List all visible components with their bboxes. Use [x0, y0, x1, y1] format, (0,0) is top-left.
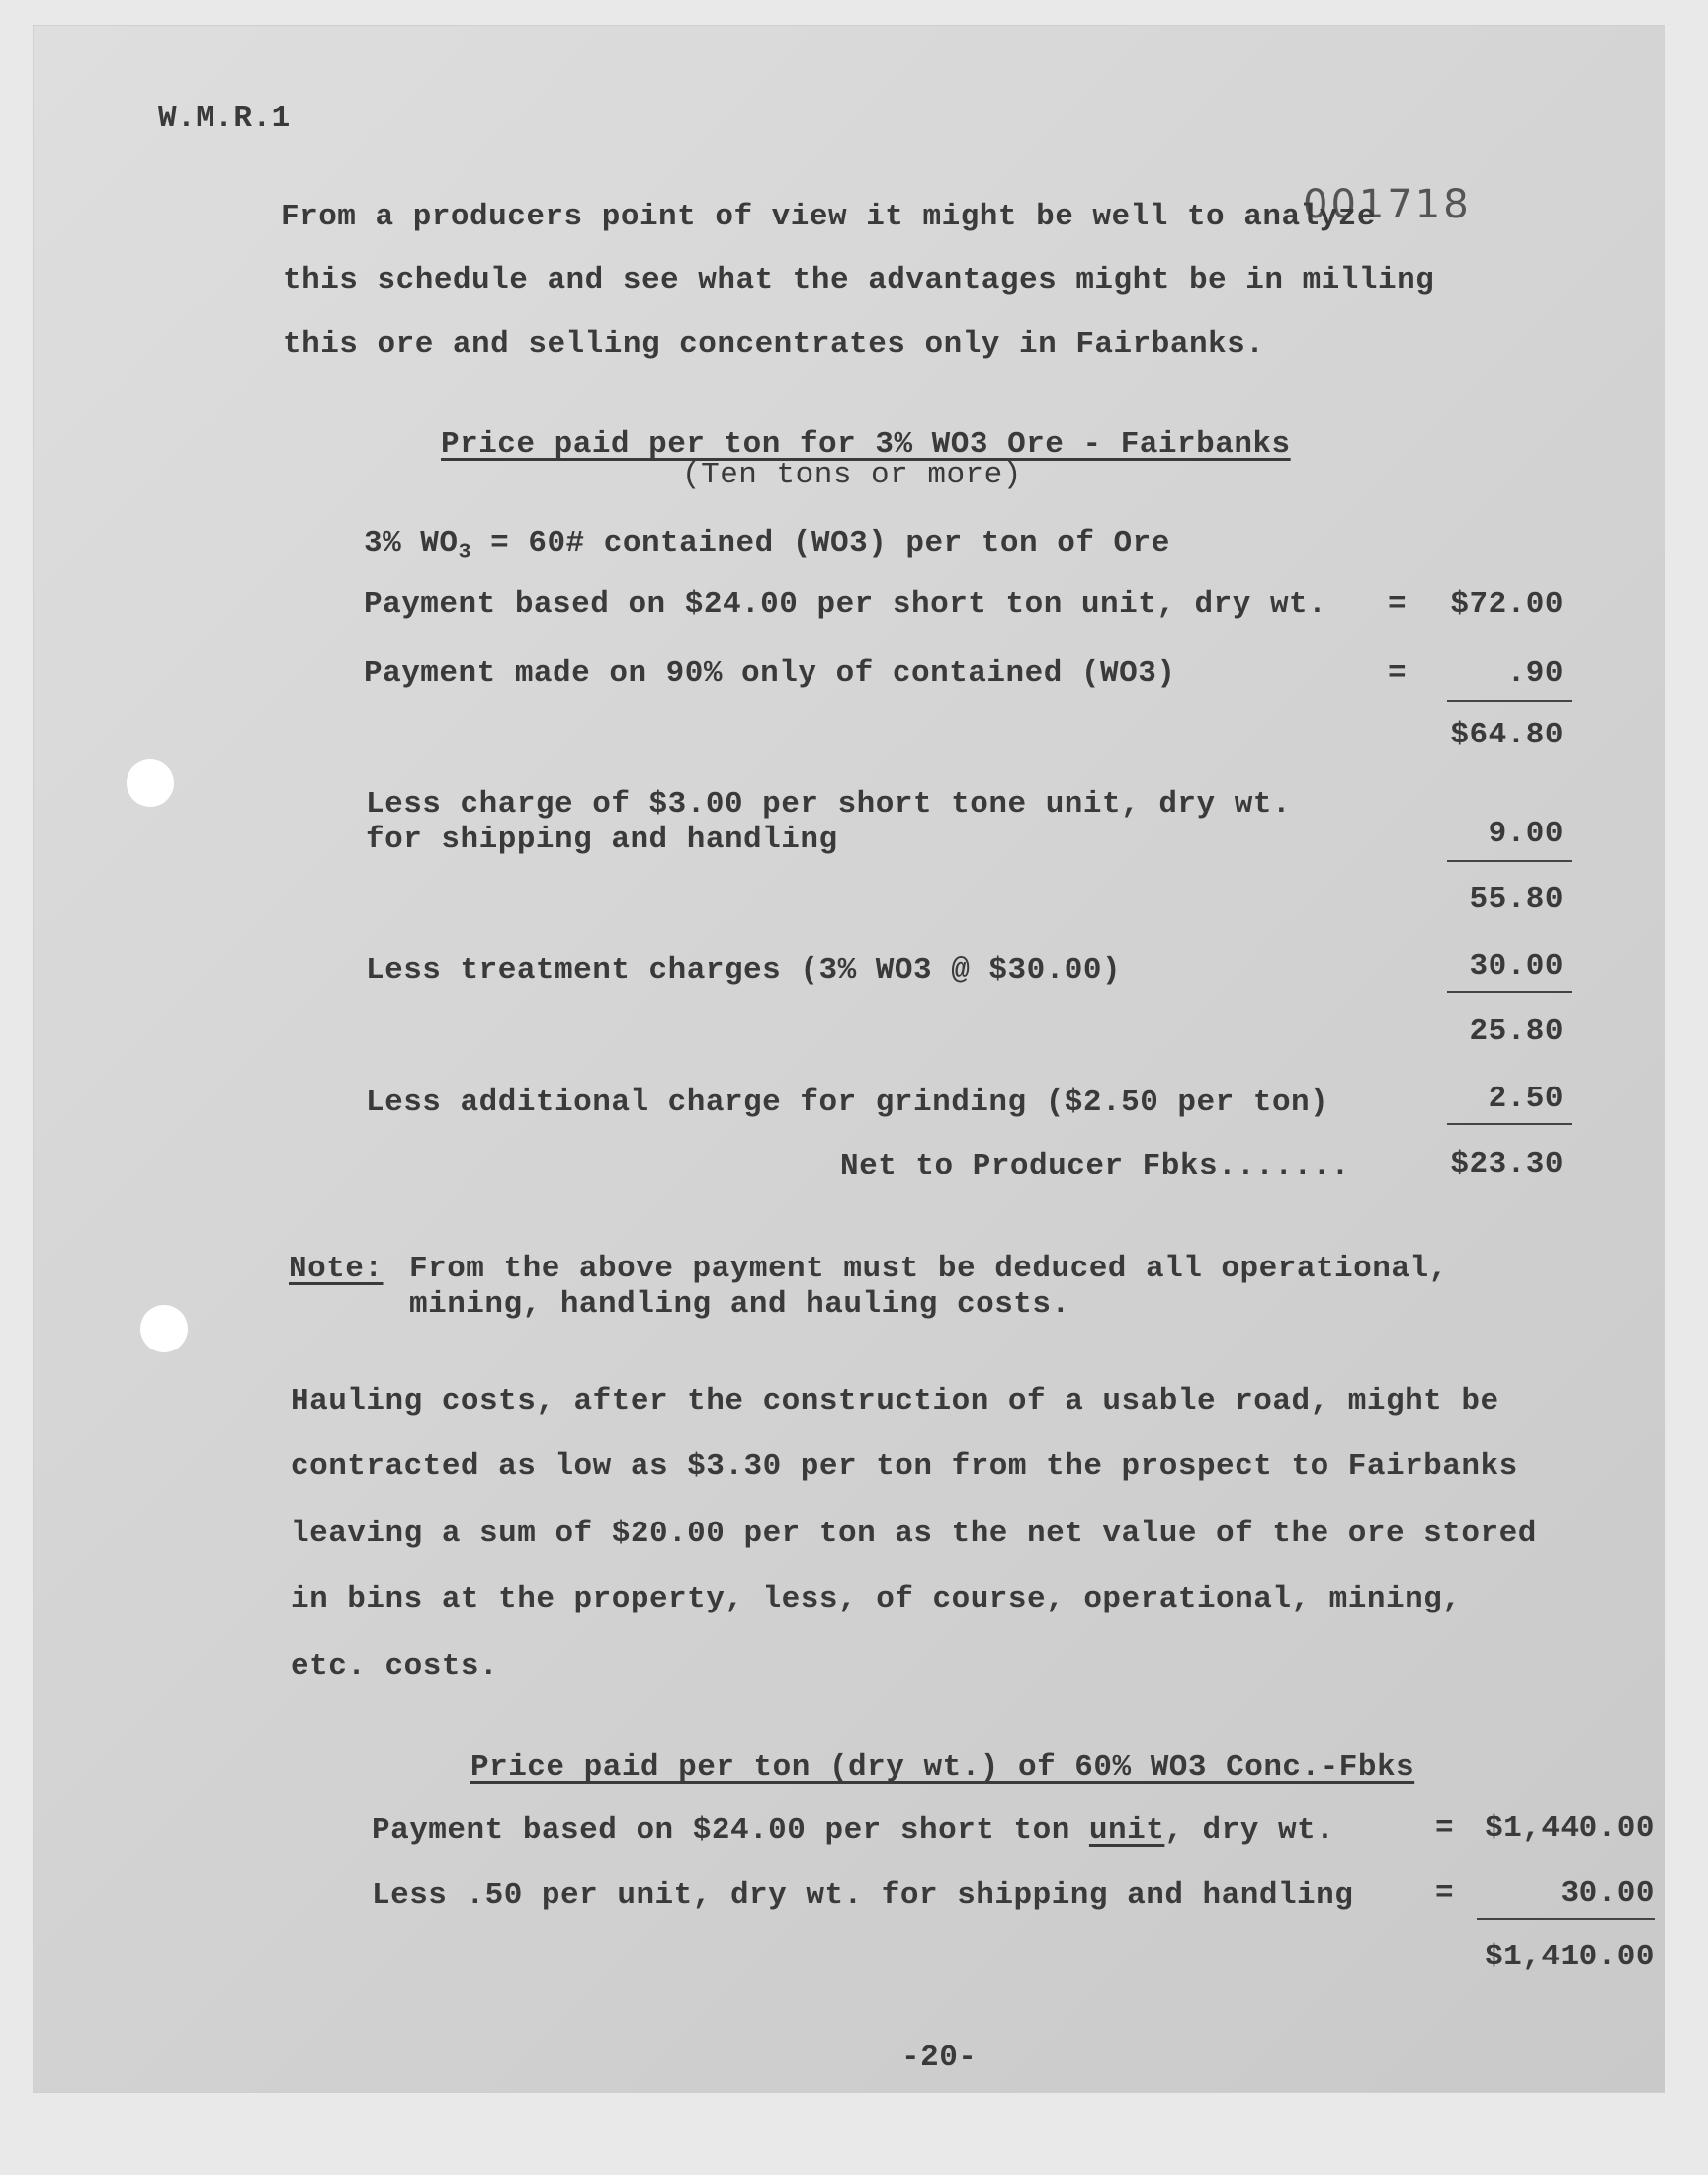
subtotal-value: 55.80: [1469, 882, 1564, 916]
row-label: Less .50 per unit, dry wt. for shipping and handling: [372, 1878, 1354, 1913]
section-subtitle: (Ten tons or more): [682, 458, 1022, 492]
hauling-line: contracted as low as $3.30 per ton from the prospect to Fairbanks: [291, 1449, 1518, 1484]
subtotal-rule: [1447, 991, 1572, 993]
wo3-content-line: 3% $WO_3$ = 60# contained (WO3) per ton of Ore: [364, 526, 1170, 565]
archive-stamp-number: 001718: [1303, 182, 1472, 227]
row-value: 9.00: [1488, 817, 1564, 851]
subtotal-value: 25.80: [1469, 1014, 1564, 1049]
row-label: Payment based on $24.00 per short ton unit, dry wt.: [372, 1813, 1335, 1848]
row-label: Payment based on $24.00 per short ton unit, dry wt.: [364, 587, 1327, 622]
section-title: Price paid per ton for 3% WO3 Ore - Fairbanks: [441, 427, 1291, 462]
subtotal-rule: [1447, 700, 1572, 702]
hauling-line: leaving a sum of $20.00 per ton as the net value of the ore stored: [291, 1517, 1537, 1551]
note-text: From the above payment must be deduced all operational,: [409, 1252, 1448, 1286]
note-label: Note:: [289, 1252, 384, 1286]
hauling-line: etc. costs.: [291, 1649, 499, 1684]
row-label: Less charge of $3.00 per short tone unit, dry wt.: [366, 787, 1292, 822]
note-text: mining, handling and hauling costs.: [409, 1287, 1070, 1322]
total-value: $1,410.00: [1485, 1940, 1655, 1974]
net-value: $23.30: [1450, 1147, 1564, 1181]
hauling-line: Hauling costs, after the construction of a usable road, might be: [291, 1384, 1499, 1419]
hauling-line: in bins at the property, less, of course, operational, mining,: [291, 1582, 1462, 1616]
subtotal-rule: [1477, 1918, 1655, 1920]
binder-hole-bottom: [140, 1305, 188, 1352]
row-equals: =: [1435, 1811, 1455, 1846]
row-equals: =: [1388, 587, 1408, 622]
row-label: Less additional charge for grinding ($2.50 per ton): [366, 1086, 1329, 1120]
subtotal-rule: [1447, 1123, 1572, 1125]
net-label: Net to Producer Fbks.......: [840, 1149, 1350, 1183]
section-title: Price paid per ton (dry wt.) of 60% WO3 Conc.-Fbks: [470, 1750, 1415, 1784]
binder-hole-top: [127, 759, 174, 807]
row-label-continued: for shipping and handling: [366, 823, 838, 857]
subtotal-value: $64.80: [1450, 718, 1564, 752]
row-equals: =: [1388, 656, 1408, 691]
row-value: .90: [1506, 656, 1564, 691]
page-number: -20-: [901, 2041, 978, 2075]
intro-line: this schedule and see what the advantages might be in milling: [283, 263, 1435, 298]
intro-line: From a producers point of view it might be well to analyze: [281, 200, 1376, 234]
document-code: W.M.R.1: [158, 101, 291, 135]
intro-line: this ore and selling concentrates only in Fairbanks.: [283, 327, 1265, 362]
row-value: 30.00: [1469, 949, 1564, 984]
row-value: 2.50: [1488, 1082, 1564, 1116]
row-label: Payment made on 90% only of contained (WO3): [364, 656, 1176, 691]
subtotal-rule: [1447, 860, 1572, 862]
row-value: $72.00: [1450, 587, 1564, 622]
row-label: Less treatment charges (3% WO3 @ $30.00): [366, 953, 1122, 988]
row-value: $1,440.00: [1485, 1811, 1655, 1846]
row-equals: =: [1435, 1876, 1455, 1911]
row-value: 30.00: [1560, 1876, 1655, 1911]
